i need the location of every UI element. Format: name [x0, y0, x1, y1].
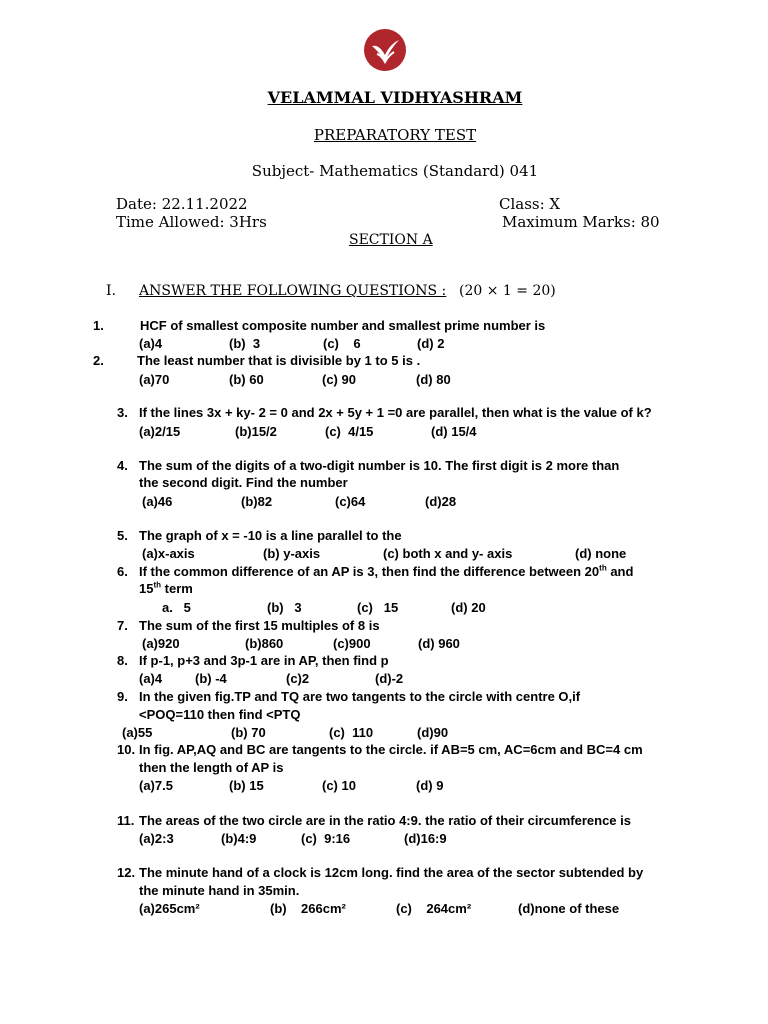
option-d: (d) none — [575, 546, 627, 561]
subject: Subject- Mathematics (Standard) 041 — [251, 162, 539, 180]
question-text: The graph of x = -10 is a line parallel to the — [139, 528, 402, 543]
option-b: (b) 15 — [229, 778, 264, 793]
option-c: (c) both x and y- axis — [383, 546, 513, 561]
date: Date: 22.11.2022 — [116, 195, 248, 213]
option-a: (a)70 — [139, 372, 170, 387]
question-text: If the lines 3x + ky- 2 = 0 and 2x + 5y + 1 =0 are parallel, then what is the value of k? — [139, 405, 652, 420]
option-d: (d)90 — [417, 725, 449, 740]
option-c: (c) 264cm² — [396, 901, 472, 916]
question-number: 1. — [93, 318, 104, 333]
option-b: (b) 3 — [229, 336, 261, 351]
school-name: VELAMMAL VIDHYASHRAM — [267, 88, 523, 107]
question-text: In fig. AP,AQ and BC are tangents to the circle. if AB=5 cm, AC=6cm and BC=4 cm — [139, 742, 643, 757]
option-b: (b) -4 — [195, 671, 227, 686]
instruction-marks: (20 × 1 = 20) — [459, 283, 556, 299]
question-text-cont: <POQ=110 then find <PTQ — [139, 707, 301, 722]
question-number: 8. — [117, 653, 128, 668]
time-allowed: Time Allowed: 3Hrs — [116, 213, 267, 231]
option-c: (c) 10 — [322, 778, 356, 793]
option-d: (d)none of these — [518, 901, 620, 916]
option-b: (b) 266cm² — [270, 901, 346, 916]
option-a: (a)7.5 — [139, 778, 173, 793]
option-a: (a)2:3 — [139, 831, 174, 846]
option-a: (a)4 — [139, 671, 163, 686]
option-d: (d)-2 — [375, 671, 404, 686]
question-number: 5. — [117, 528, 128, 543]
option-a: (a)4 — [139, 336, 163, 351]
option-b: (b) 70 — [231, 725, 266, 740]
instruction-title: ANSWER THE FOLLOWING QUESTIONS : — [139, 283, 447, 299]
instruction-roman: I. — [106, 283, 116, 299]
option-d: (d) 2 — [417, 336, 445, 351]
option-c: (c) 110 — [329, 725, 374, 740]
option-c: (c)900 — [333, 636, 371, 651]
question-text: In the given fig.TP and TQ are two tangents to the circle with centre O,if — [139, 689, 581, 704]
option-b: (b)860 — [245, 636, 284, 651]
option-c: (c) 90 — [322, 372, 356, 387]
option-b: (b)4:9 — [221, 831, 257, 846]
question-number: 3. — [117, 405, 128, 420]
option-d: (d) 80 — [416, 372, 451, 387]
option-c: (c)64 — [335, 494, 366, 509]
option-d: (d) 20 — [451, 600, 486, 615]
school-logo — [363, 28, 407, 72]
option-b: (b) y-axis — [263, 546, 321, 561]
class: Class: X — [499, 195, 561, 213]
option-a: (a)55 — [122, 725, 153, 740]
question-number: 6. — [117, 564, 128, 579]
option-a: (a)920 — [142, 636, 180, 651]
option-a: (a)265cm² — [139, 901, 200, 916]
option-d: (d) 15/4 — [431, 424, 477, 439]
question-text: The sum of the first 15 multiples of 8 is — [139, 618, 380, 633]
question-number: 12. — [117, 865, 136, 880]
option-d: (d)16:9 — [404, 831, 447, 846]
option-c: (c) 6 — [323, 336, 361, 351]
option-b: (b)82 — [241, 494, 273, 509]
option-b: (b) 3 — [267, 600, 302, 615]
option-a: (a)46 — [142, 494, 173, 509]
option-a: (a)2/15 — [139, 424, 181, 439]
option-a: (a)x-axis — [142, 546, 195, 561]
option-d: (d) 960 — [418, 636, 460, 651]
question-text: The minute hand of a clock is 12cm long. find the area of the sector subtended by — [139, 865, 644, 880]
question-text-cont: 15th term — [139, 580, 193, 596]
option-b: (b)15/2 — [235, 424, 277, 439]
question-text-cont: then the length of AP is — [139, 760, 284, 775]
option-c: (c) 4/15 — [325, 424, 374, 439]
option-c: (c) 15 — [357, 600, 399, 615]
question-number: 10. — [117, 742, 136, 757]
option-b: (b) 60 — [229, 372, 264, 387]
option-c: (c) 9:16 — [301, 831, 351, 846]
option-d: (d) 9 — [416, 778, 444, 793]
question-text: The least number that is divisible by 1 to 5 is . — [137, 353, 421, 368]
option-a: a. 5 — [162, 600, 191, 615]
test-name: PREPARATORY TEST — [313, 126, 477, 144]
question-number: 2. — [93, 353, 104, 368]
section-title: SECTION A — [349, 232, 433, 248]
option-c: (c)2 — [286, 671, 310, 686]
superscript: th — [599, 563, 607, 573]
question-text-cont: the second digit. Find the number — [139, 475, 348, 490]
question-text-cont: the minute hand in 35min. — [139, 883, 300, 898]
question-text: If the common difference of an AP is 3, then find the difference between 20th and — [139, 563, 634, 579]
question-number: 11. — [117, 813, 135, 828]
question-text: The areas of the two circle are in the ratio 4:9. the ratio of their circumference is — [139, 813, 631, 828]
question-number: 7. — [117, 618, 128, 633]
question-text: If p-1, p+3 and 3p-1 are in AP, then find p — [139, 653, 389, 668]
option-d: (d)28 — [425, 494, 457, 509]
question-number: 4. — [117, 458, 128, 473]
question-text: HCF of smallest composite number and smallest prime number is — [140, 318, 546, 333]
max-marks: Maximum Marks: 80 — [502, 213, 660, 231]
superscript: th — [153, 580, 162, 590]
question-text: The sum of the digits of a two-digit number is 10. The first digit is 2 more than — [139, 458, 620, 473]
question-number: 9. — [117, 689, 128, 704]
